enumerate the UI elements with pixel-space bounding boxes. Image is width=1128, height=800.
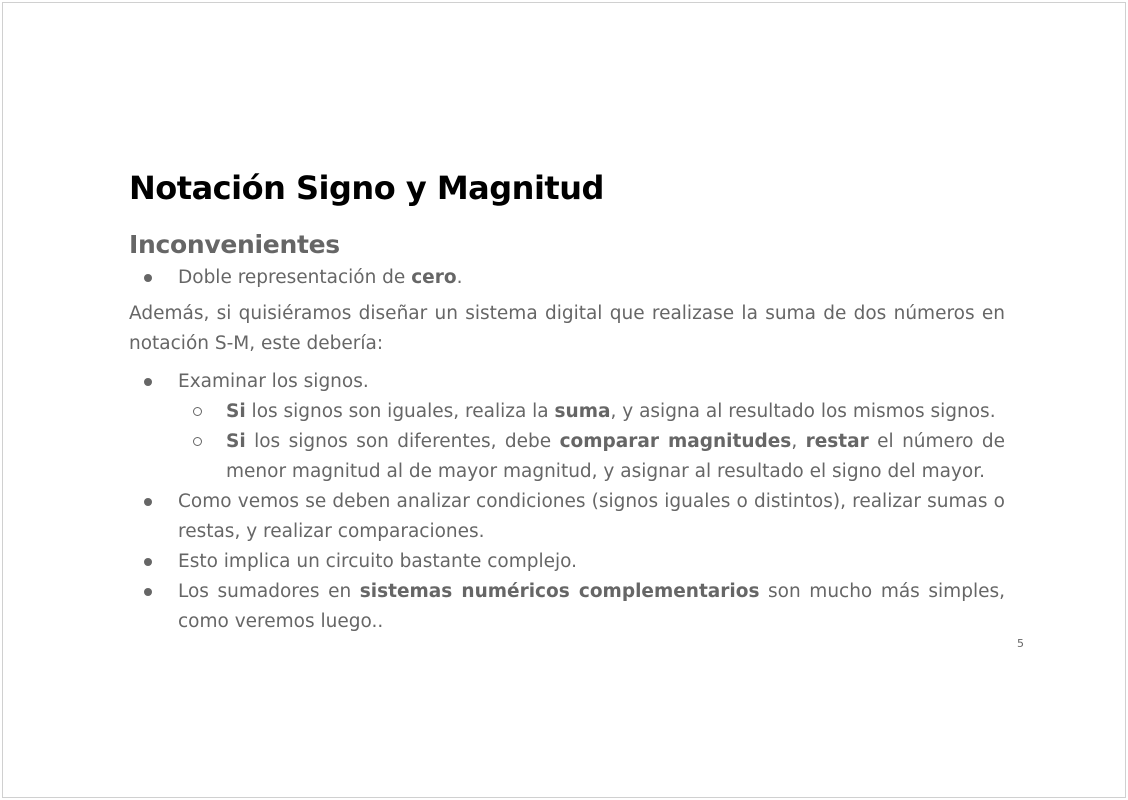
bullet-icon bbox=[144, 498, 152, 506]
item-text: los signos son diferentes, debe bbox=[245, 431, 560, 452]
item-text: Examinar los signos. bbox=[178, 371, 369, 392]
bullet-icon bbox=[144, 378, 152, 386]
inconvenientes-list bbox=[129, 263, 1005, 293]
bullet-icon bbox=[144, 588, 152, 596]
sub-list-item bbox=[178, 427, 1005, 487]
page-number: 5 bbox=[1017, 637, 1024, 650]
sub-list-item bbox=[178, 397, 1005, 427]
paragraph: Además, si quisiéramos diseñar un sistema digital que realizase la suma de dos números en notación S-M, este debería: bbox=[129, 303, 1005, 354]
slide-content bbox=[129, 163, 1005, 637]
slide-title: Notación Signo y Magnitud bbox=[129, 169, 604, 207]
item-text: , y asigna al resultado los mismos signos. bbox=[610, 401, 996, 422]
item-text: Como vemos se deben analizar condiciones (signos iguales o distintos), realizar sumas o restas, y realizar comparaciones. bbox=[178, 491, 1005, 542]
bullet-icon bbox=[144, 558, 152, 566]
sub-list bbox=[178, 397, 1005, 487]
list-item bbox=[129, 547, 1005, 577]
item-text: . bbox=[456, 267, 463, 288]
item-bold: cero bbox=[411, 267, 457, 288]
item-text: el número de menor magnitud al de mayor magnitud, y asignar al resultado el signo del mayor. bbox=[226, 431, 1005, 482]
item-text: , bbox=[791, 431, 806, 452]
list-item bbox=[129, 367, 1005, 487]
item-bold: restar bbox=[805, 431, 869, 452]
hollow-bullet-icon bbox=[193, 407, 202, 416]
item-bold: Si bbox=[226, 401, 246, 422]
bullet-icon bbox=[144, 274, 152, 282]
item-bold: Si bbox=[226, 431, 246, 452]
item-text: Los sumadores en bbox=[178, 581, 360, 602]
item-text: los signos son iguales, realiza la bbox=[245, 401, 555, 422]
list-item bbox=[129, 487, 1005, 547]
steps-list bbox=[129, 367, 1005, 637]
item-text: son mucho más simples, como veremos luego.. bbox=[178, 581, 1005, 632]
item-bold: comparar magnitudes bbox=[559, 431, 792, 452]
list-item bbox=[129, 263, 1005, 293]
slide bbox=[2, 2, 1126, 798]
item-bold: suma bbox=[554, 401, 611, 422]
list-item bbox=[129, 577, 1005, 637]
item-bold: sistemas numéricos complementarios bbox=[359, 581, 760, 602]
hollow-bullet-icon bbox=[193, 437, 202, 446]
slide-subtitle: Inconvenientes bbox=[129, 230, 340, 259]
item-text: Doble representación de bbox=[178, 267, 412, 288]
item-text: Esto implica un circuito bastante complejo. bbox=[178, 551, 578, 572]
